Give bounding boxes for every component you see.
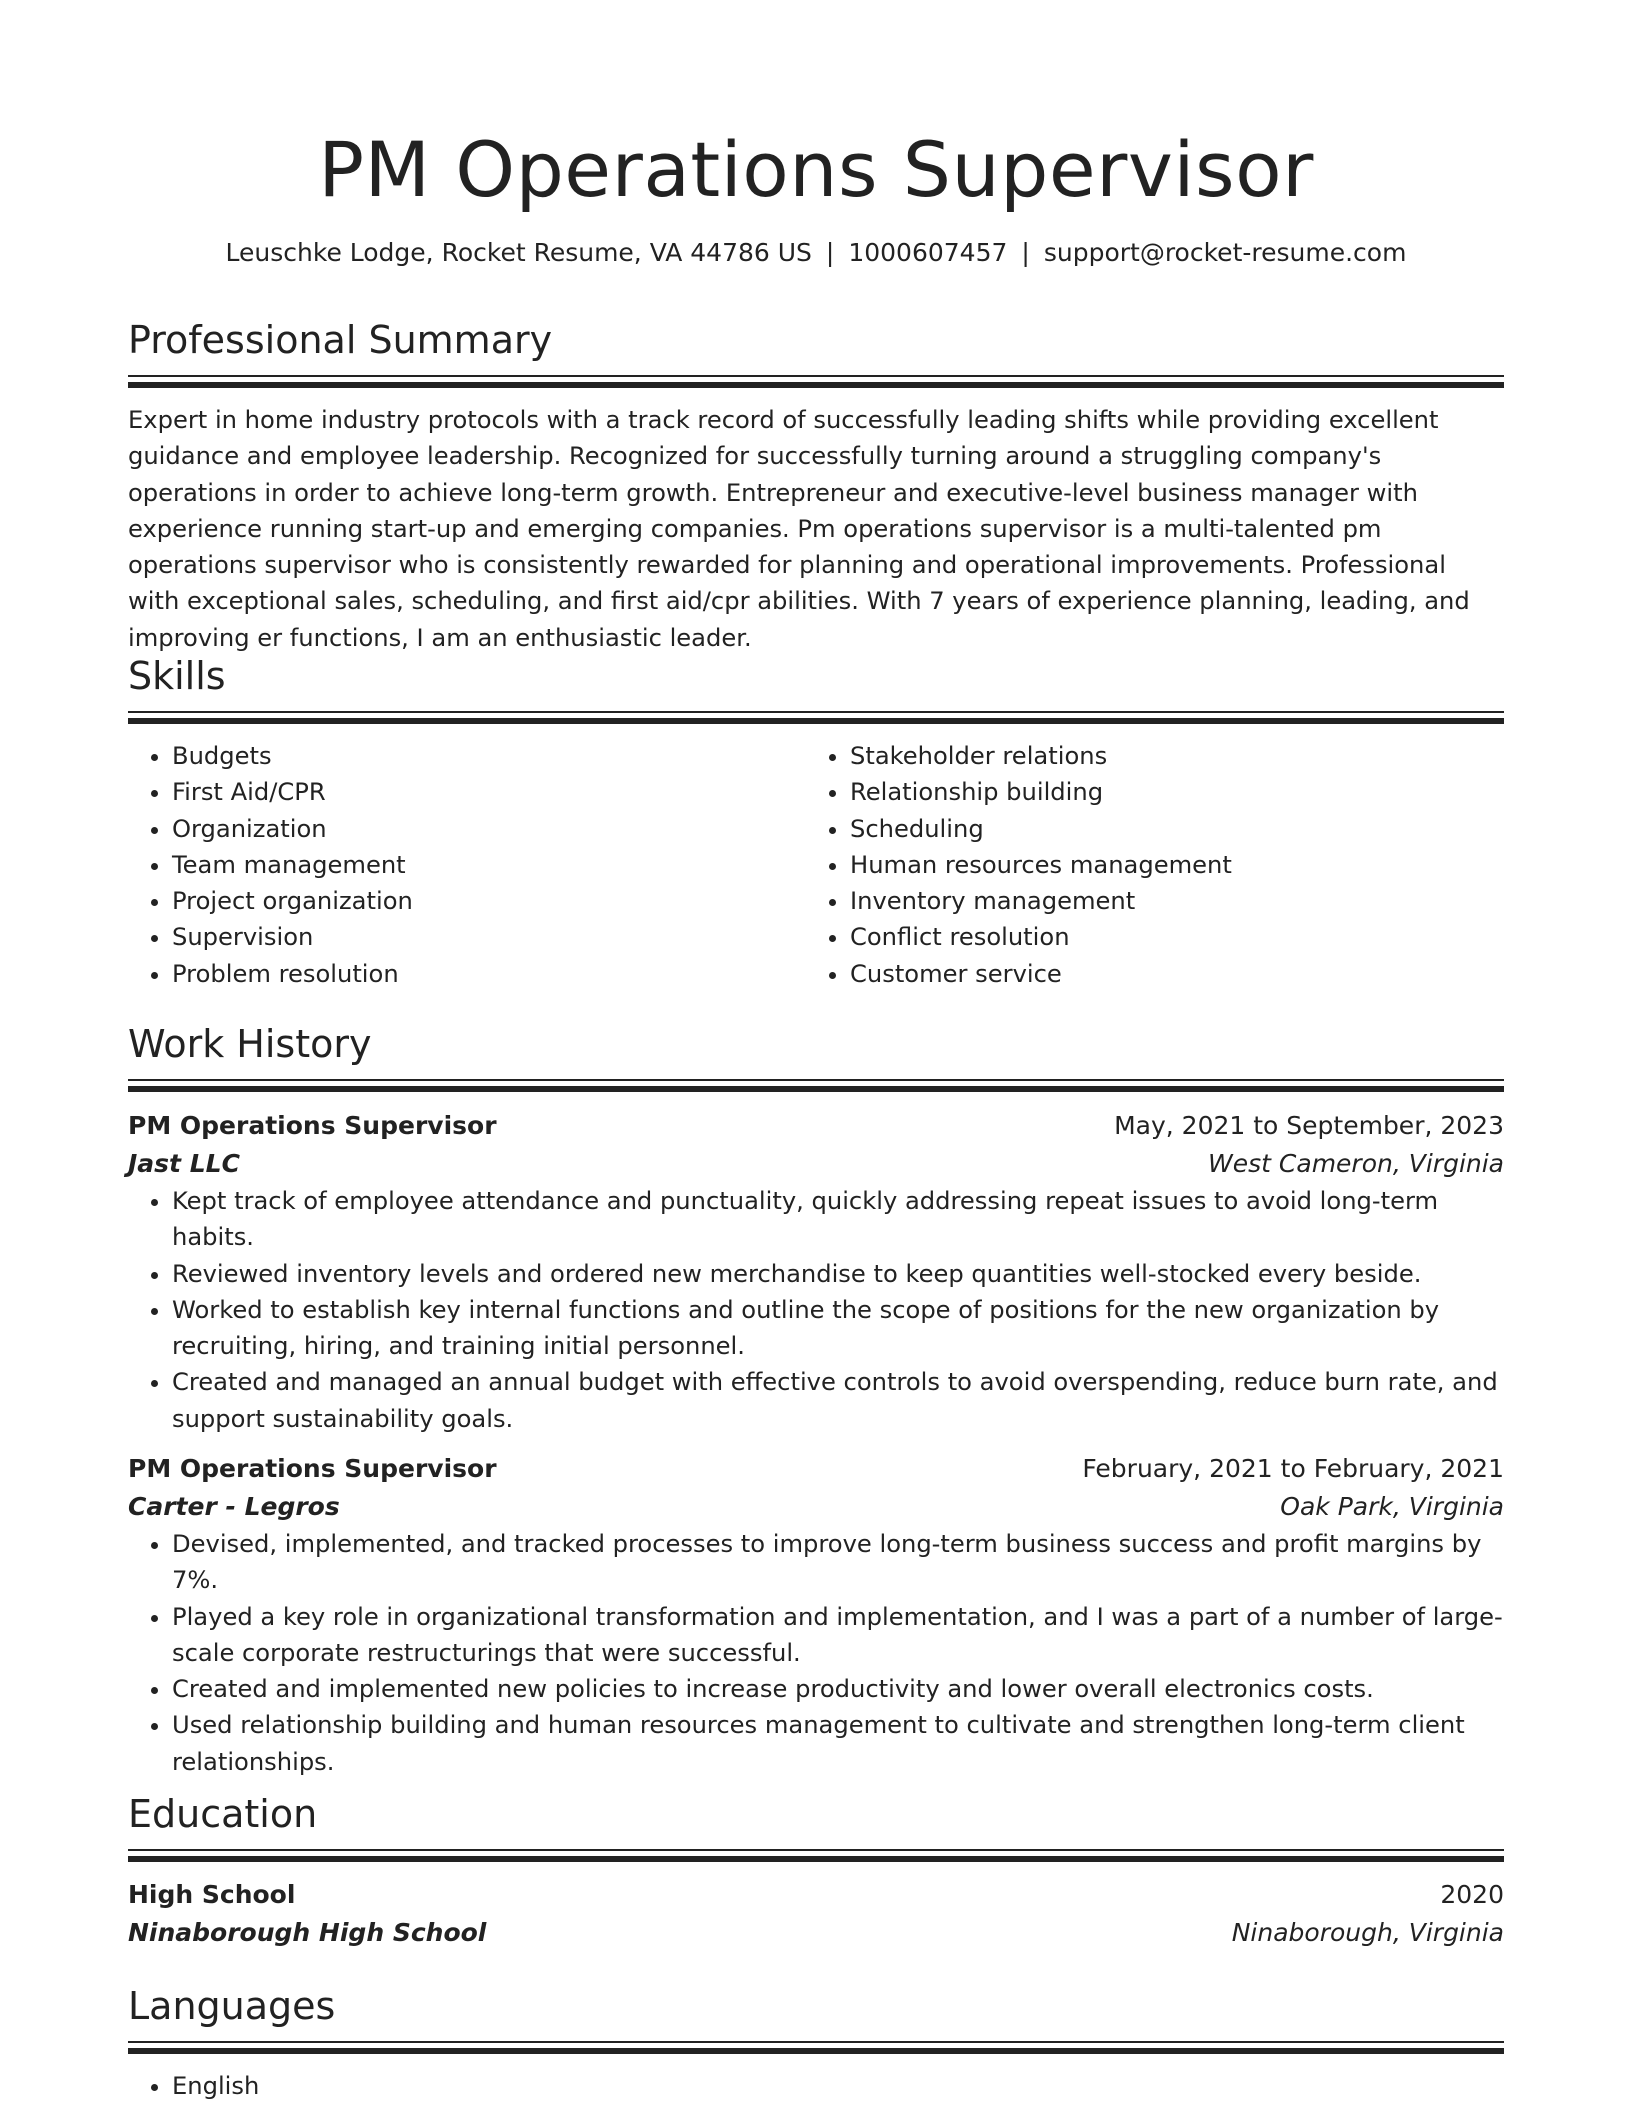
contact-email: support@rocket-resume.com [1043, 238, 1407, 267]
job-bullets [128, 1526, 1504, 1780]
skill-item: • Relationship building [850, 774, 1484, 810]
education-entry [128, 1876, 1504, 1952]
section-title-education: Education [128, 1792, 318, 1836]
section-summary [128, 317, 1504, 656]
languages-list [128, 2068, 1504, 2104]
education-header-row [128, 1876, 1504, 1914]
section-divider-thick [128, 2048, 1504, 2054]
resume-page [128, 0, 1504, 2100]
job-subheader-row [128, 1145, 1504, 1183]
job-bullet: • Created and managed an annual budget with effective controls to avoid overspending, reduce burn rate, and support sustainability goals. [172, 1364, 1504, 1437]
job-bullet: • Played a key role in organizational transformation and implementation, and I was a part of a number of large-scale corporate restructurings that were successful. [172, 1599, 1504, 1672]
skill-item: • Stakeholder relations [850, 738, 1484, 774]
job-entry [128, 1107, 1504, 1437]
education-subheader-row [128, 1914, 1504, 1952]
job-company: Carter - Legros [128, 1492, 340, 1521]
job-bullet: • Devised, implemented, and tracked processes to improve long-term business success and profit margins by 7%. [172, 1526, 1504, 1599]
section-divider [128, 1079, 1504, 1081]
job-bullet: • Reviewed inventory levels and ordered new merchandise to keep quantities well-stocked every beside. [172, 1256, 1504, 1292]
contact-separator: | [1021, 238, 1030, 267]
contact-line [128, 238, 1504, 268]
education-year: 2020 [1440, 1880, 1504, 1909]
skill-item: • Conflict resolution [850, 919, 1484, 955]
section-title-languages: Languages [128, 1984, 336, 2028]
job-bullet: • Worked to establish key internal functions and outline the scope of positions for the new organization by recruiting, hiring, and training initial personnel. [172, 1292, 1504, 1365]
contact-address: Leuschke Lodge, Rocket Resume, VA 44786 US [225, 238, 812, 267]
job-dates: May, 2021 to September, 2023 [1114, 1111, 1504, 1140]
job-company: Jast LLC [128, 1149, 240, 1178]
section-education [128, 1791, 1504, 1862]
job-bullet: • Kept track of employee attendance and punctuality, quickly addressing repeat issues to avoid long-term habits. [172, 1183, 1504, 1256]
section-divider-thick [128, 1856, 1504, 1862]
skills-left-column [128, 738, 806, 992]
skill-item: • Project organization [172, 883, 806, 919]
section-title-skills: Skills [128, 654, 226, 698]
skill-item: • Team management [172, 847, 806, 883]
skill-item: • Customer service [850, 956, 1484, 992]
section-title-work: Work History [128, 1022, 372, 1066]
job-title: PM Operations Supervisor [128, 1111, 497, 1140]
section-skills [128, 653, 1504, 992]
education-school: Ninaborough High School [128, 1918, 487, 1947]
job-bullet: • Used relationship building and human resources management to cultivate and strengthen long-term client relationships. [172, 1707, 1504, 1780]
skills-right-column [806, 738, 1484, 992]
section-divider [128, 2041, 1504, 2043]
job-subheader-row [128, 1488, 1504, 1526]
education-location: Ninaborough, Virginia [1231, 1918, 1504, 1947]
job-title: PM Operations Supervisor [128, 1454, 497, 1483]
section-work-history [128, 1021, 1504, 1092]
job-dates: February, 2021 to February, 2021 [1082, 1454, 1504, 1483]
job-location: West Cameron, Virginia [1208, 1149, 1504, 1178]
section-divider [128, 1849, 1504, 1851]
section-divider-thick [128, 718, 1504, 724]
contact-separator: | [825, 238, 835, 267]
section-divider-thick [128, 1086, 1504, 1092]
contact-phone: 1000607457 [848, 238, 1008, 267]
job-header-row [128, 1450, 1504, 1488]
summary-text: Expert in home industry protocols with a track record of successfully leading shifts while providing excellent guidance and employee leadership. Recognized for successfully turning around a struggling company's operations in order to achieve long-term growth. Entrepreneur and executive-level business manager with experience running start-up and emerging companies. Pm operations supervisor is a multi-talented pm operations supervisor who is consistently rewarded for planning and operational improvements. Professional with exceptional sales, scheduling, and first aid/cpr abilities. With 7 years of experience planning, leading, and improving er functions, I am an enthusiastic leader. [128, 406, 1470, 652]
section-languages [128, 1983, 1504, 2104]
language-item: • English [172, 2068, 1504, 2104]
candidate-name: PM Operations Supervisor [318, 125, 1314, 214]
skill-item: • Organization [172, 811, 806, 847]
skill-item: • Human resources management [850, 847, 1484, 883]
skill-item: • Supervision [172, 919, 806, 955]
skill-item: • First Aid/CPR [172, 774, 806, 810]
skill-item: • Scheduling [850, 811, 1484, 847]
section-title-summary: Professional Summary [128, 318, 553, 362]
job-entry [128, 1450, 1504, 1780]
skill-item: • Budgets [172, 738, 806, 774]
job-location: Oak Park, Virginia [1280, 1492, 1504, 1521]
education-degree: High School [128, 1880, 296, 1909]
skills-list-right [806, 738, 1484, 992]
section-divider-thick [128, 382, 1504, 388]
skill-item: • Inventory management [850, 883, 1484, 919]
section-divider [128, 711, 1504, 713]
job-bullets [128, 1183, 1504, 1437]
skills-columns [128, 738, 1504, 992]
skill-item: • Problem resolution [172, 956, 806, 992]
job-bullet: • Created and implemented new policies to increase productivity and lower overall electronics costs. [172, 1671, 1504, 1707]
section-divider [128, 375, 1504, 377]
skills-list-left [128, 738, 806, 992]
job-header-row [128, 1107, 1504, 1145]
